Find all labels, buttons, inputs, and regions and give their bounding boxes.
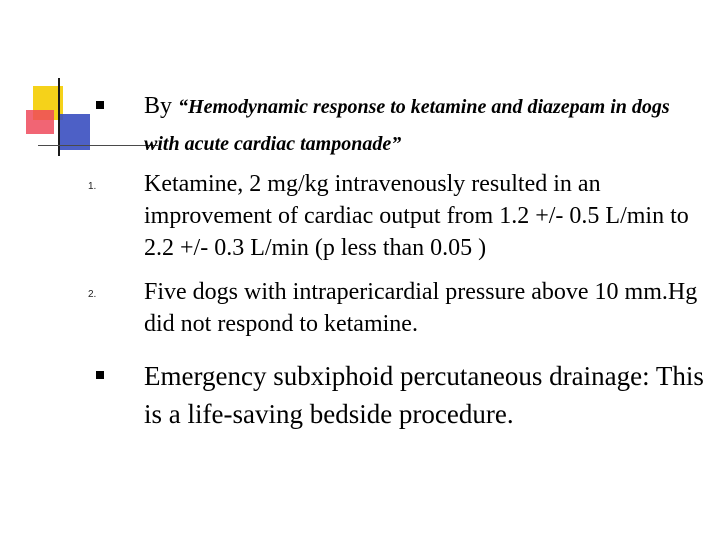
logo-horizontal-line <box>38 145 158 146</box>
numbered-marker-2: 2. <box>88 289 97 300</box>
bullet-1-lead: By <box>144 93 179 119</box>
numbered-marker-1: 1. <box>88 181 97 192</box>
bullet-1-citation: “Hemodynamic response to ketamine and diazepam in dogs with acute cardiac tamponade” <box>144 96 670 155</box>
bullet-1-text <box>144 88 704 162</box>
logo-red-square <box>26 110 54 134</box>
numbered-item-1-text: Ketamine, 2 mg/kg intravenously resulted in an improvement of cardiac output from 1.2 +/- 0.5 L/min to 2.2 +/- 0.3 L/min (p less than 0.05 ) <box>144 171 689 261</box>
square-bullet-icon <box>96 101 104 109</box>
square-bullet-icon <box>96 371 104 379</box>
numbered-item-2-text: Five dogs with intrapericardial pressure above 10 mm.Hg did not respond to ketamine. <box>144 279 698 337</box>
bullet-2-text: Emergency subxiphoid percutaneous drainage: This is a life-saving bedside procedure. <box>144 361 704 429</box>
slide-logo-decoration <box>0 0 160 170</box>
